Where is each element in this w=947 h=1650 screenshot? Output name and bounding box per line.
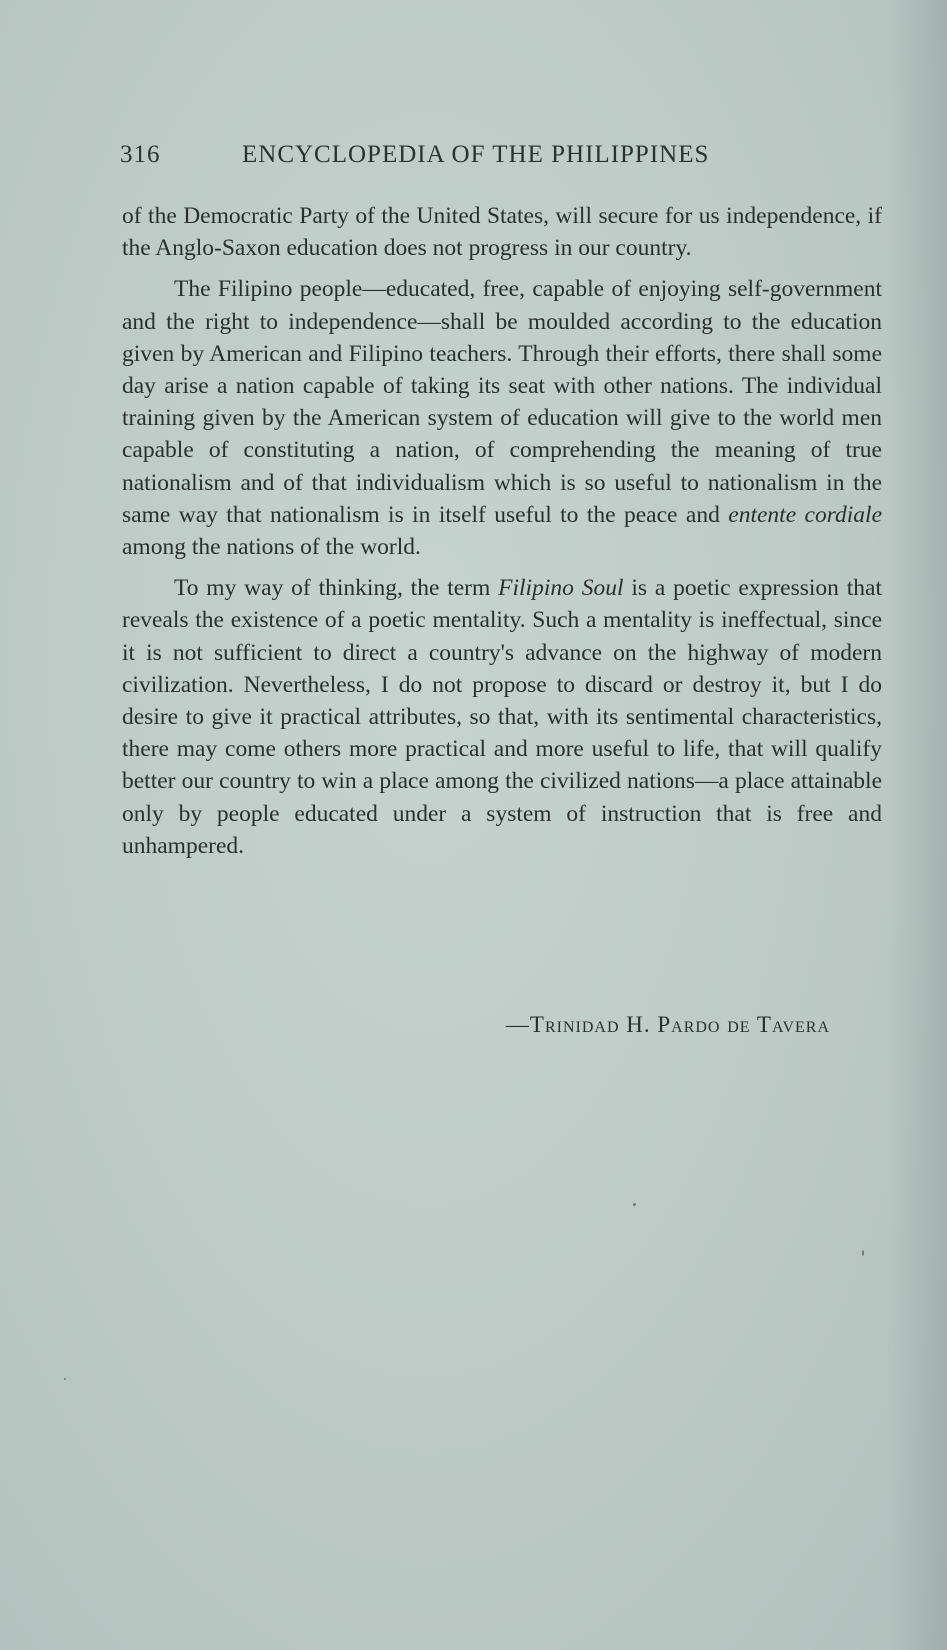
paragraph-continued <box>122 200 882 264</box>
author-signature: —Trinidad H. Pardo de Tavera <box>505 1012 830 1037</box>
paragraph <box>122 572 882 862</box>
paragraph-text: To my way of thinking, the term <box>174 575 499 602</box>
paragraph-text: is a poetic expression that reveals the existence of a poetic mentality. Such a mentality is ineffectual, since it is not sufficient to direct a country's advance on the highway of modern civilization. Nevertheless, I do not propose to discard or destroy it, but I do desire to give it practical attributes, so that, with its sentimental characteristics, there may come others more practical and more useful to life, that will qualify better our country to win a place among the civilized nations—a place attainable only by people educated under a system of instruction that is free and unhampered. <box>122 575 882 859</box>
book-title: ENCYCLOPEDIA OF THE PHILIPPINES <box>242 141 710 168</box>
running-head <box>120 141 880 181</box>
paper-speck <box>862 1250 864 1256</box>
page-number: 316 <box>120 141 161 168</box>
italic-phrase: entente cordiale <box>728 501 883 528</box>
paper-speck <box>633 1203 636 1206</box>
body-text <box>122 200 882 862</box>
paragraph-text: of the Democratic Party of the United States, will secure for us independence, if the Anglo-Saxon education does not progress in our country. <box>122 203 882 262</box>
italic-phrase: Filipino Soul <box>498 575 624 602</box>
paper-speck <box>64 1378 66 1380</box>
paragraph-text: The Filipino people—educated, free, capable of enjoying self-government and the right to independence—shall be moulded according to the education given by American and Filipino teachers. Through their efforts, there shall some day arise a nation capable of taking its seat with other nations. The individual training given by the American system of education will give to the world men capable of constituting a nation, of comprehending the meaning of true nationalism and of that individualism which is so useful to nationalism in the same way that nationalism is in itself useful to the peace and <box>122 276 882 528</box>
paragraph-text: among the nations of the world. <box>122 534 421 561</box>
paragraph <box>122 273 882 563</box>
